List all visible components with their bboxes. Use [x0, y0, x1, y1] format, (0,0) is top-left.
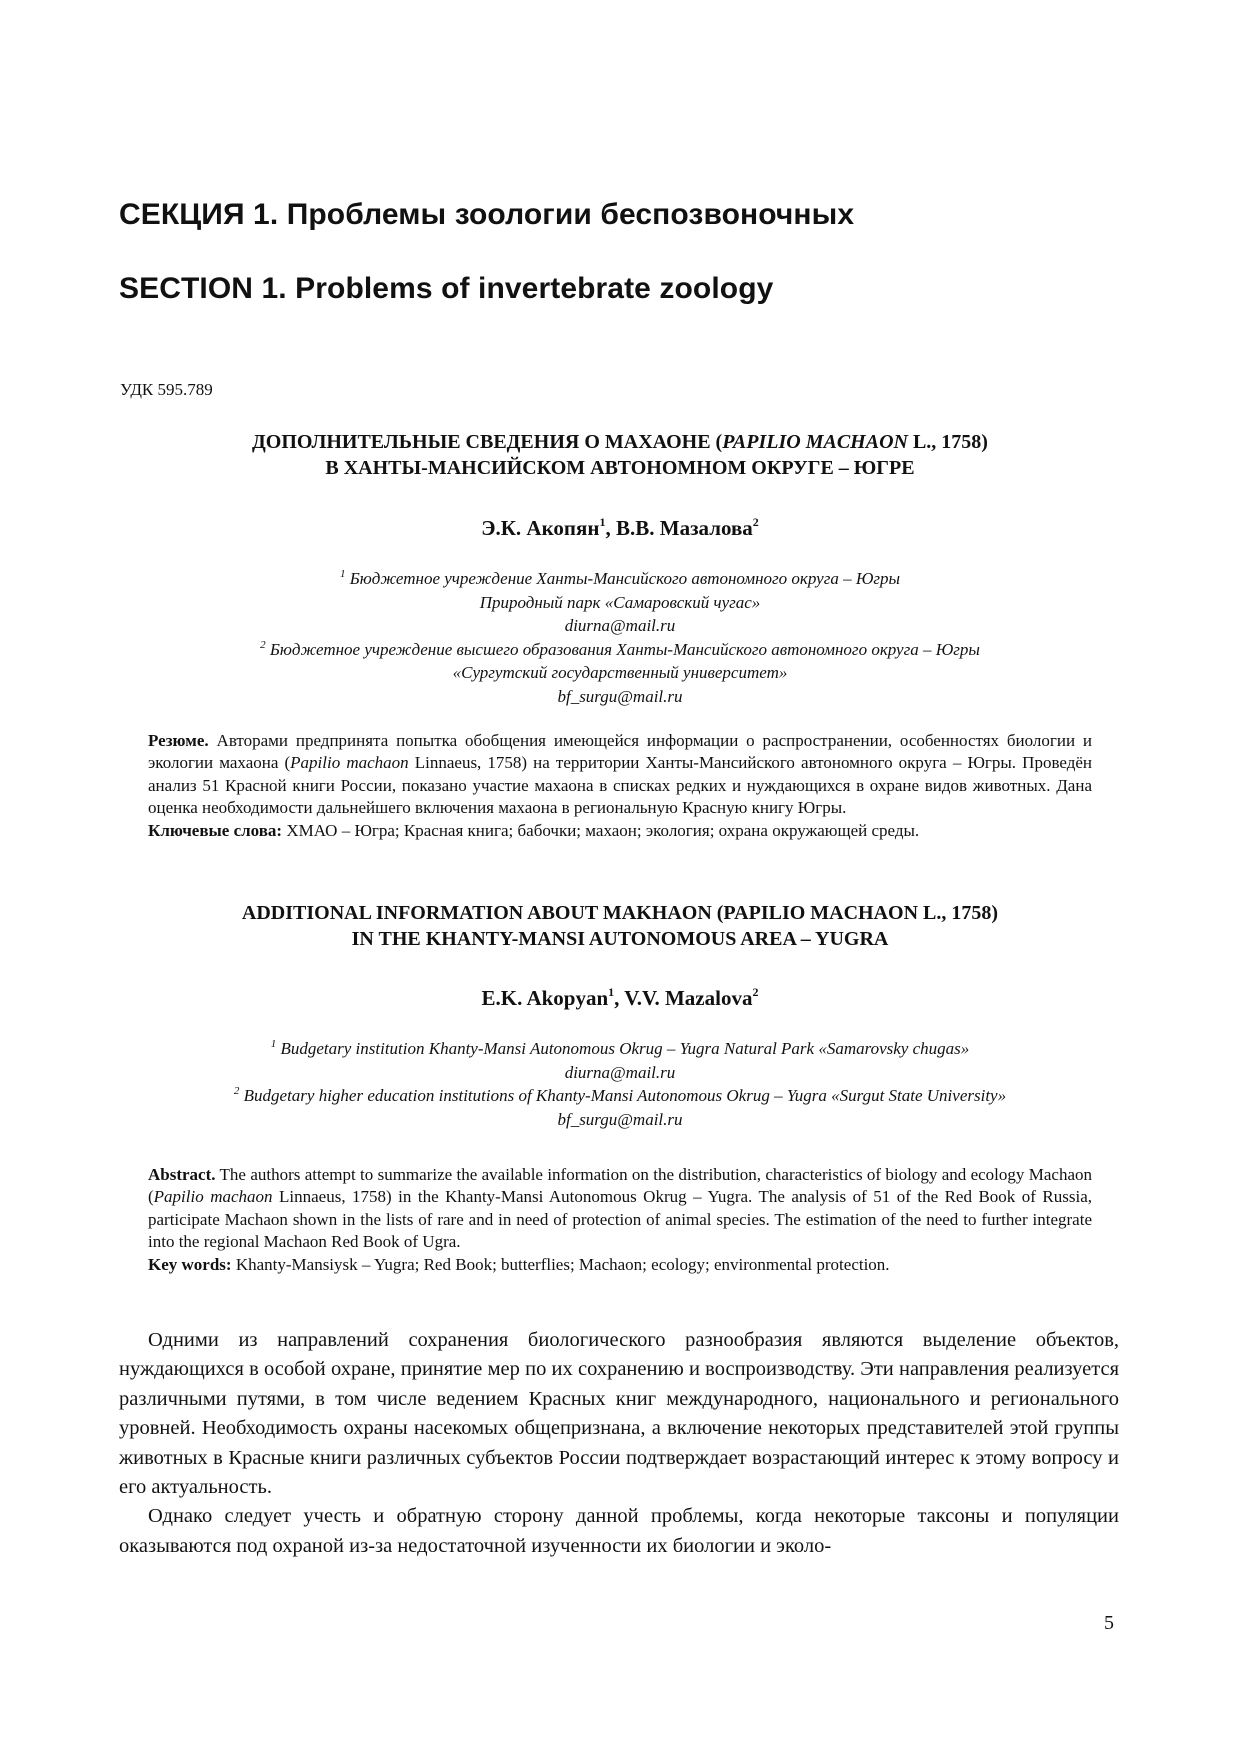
author-name: V.V. Mazalova [624, 986, 753, 1010]
author-name: Э.К. Акопян [481, 516, 600, 540]
article-title-ru-line2: В ХАНТЫ-МАНСИЙСКОМ АВТОНОМНОМ ОКРУГЕ – ЮГРЕ [325, 457, 915, 479]
email-link: diurna@mail.ru [564, 616, 676, 636]
article-title-ru-line1: ДОПОЛНИТЕЛЬНЫЕ СВЕДЕНИЯ О МАХАОНЕ (PAPILIO MACHAON L., 1758) [252, 431, 988, 453]
page-number: 5 [1104, 1612, 1114, 1634]
authors-en: E.K. Akopyan$^1$, V.V. Mazalova$^2$ [481, 985, 759, 1010]
article-title-ru [120, 429, 1120, 481]
section-heading-ru: СЕКЦИЯ 1. Проблемы зоологии беспозвоночных [119, 198, 855, 231]
section-heading-en: SECTION 1. Problems of invertebrate zoology [119, 272, 774, 305]
keywords-en: Key words: Khanty-Mansiysk – Yugra; Red Book; butterflies; Machaon; ecology; environmental protection. [148, 1254, 890, 1274]
email-link: diurna@mail.ru [564, 1062, 676, 1082]
body-paragraph: Однако следует учесть и обратную сторону данной проблемы, когда некоторые таксоны и популяции оказываются под охраной из-за недостаточной изученности их биологии и эколо- [119, 1505, 1119, 1557]
body-paragraph: Одними из направлений сохранения биологического разнообразия являются выделение объектов, нуждающихся в особой охране, принятие мер по их сохранению и воспроизводству. Эти направления реализуется различными путями, в том числе ведением Красных книг международного, национального и регионального уровней. Необходимость охраны насекомых общепризнана, а включение некоторых представителей этой группы животных в Красные книги различных субъектов России подтверждает возрастающий интерес к этому вопросу и его актуальность. [119, 1329, 1119, 1499]
author-name: E.K. Akopyan [481, 986, 609, 1010]
article-title-en: ADDITIONAL INFORMATION ABOUT MAKHAON (PAPILIO MACHAON L., 1758) IN THE KHANTY-MANSI AUTONOMOUS AREA – YUGRA [241, 902, 999, 950]
abstract-ru: Резюме. Авторами предпринята попытка обобщения имеющейся информации о распространении, особенностях биологии и экологии махаона (Papilio machaon Linnaeus, 1758) на территории Ханты-Мансийского автономного округа – Югры. Проведён анализ 51 Красной книги России, показано участие махаона в списках редких и нуждающихся в охране видов животных. Дана оценка необходимости дальнейшего включения махаона в региональную Красную книгу Югры. Ключевые слова: ХМАО – Югра; Красная книга; бабочки; махаон; экология; охрана окружающей среды. [148, 730, 1092, 842]
affiliations-ru: $^1$ Бюджетное учреждение Ханты-Мансийского автономного округа – Югры Природный парк «Самаровский чугас» diurna@mail.ru $^2$ Бюджетное учреждение высшего образования Ханты-Мансийского автономного округа – Югры «Сургутский государственный университет» bf_surgu@mail.ru [120, 567, 1120, 709]
abstract-en: Abstract. The authors attempt to summarize the available information on the distribution, characteristics of biology and ecology Machaon (Papilio machaon Linnaeus, 1758) in the Khanty-Mansi Autonomous Okrug – Yugra. The analysis of 51 of the Red Book of Russia, participate Machaon shown in the lists of rare and in need of protection of animal species. The estimation of the need to further integrate into the regional Machaon Red Book of Ugra. Key words: Khanty-Mansiysk – Yugra; Red Book; butterflies; Machaon; ecology; environmental protection. [148, 1164, 1092, 1276]
affiliations-en: $^1$ Budgetary institution Khanty-Mansi Autonomous Okrug – Yugra Natural Park «Samarovsky chugas» diurna@mail.ru $^2$ Budgetary higher education institutions of Khanty-Mansi Autonomous Okrug – Yugra «Surgut State University» bf_surgu@mail.ru [120, 1037, 1120, 1131]
authors-ru: Э.К. Акопян$^1$, В.В. Мазалова$^2$ [481, 515, 759, 540]
email-link: bf_surgu@mail.ru [557, 686, 683, 706]
email-link: bf_surgu@mail.ru [557, 1109, 683, 1129]
udc-code: УДК 595.789 [120, 380, 213, 399]
author-name: В.В. Мазалова [615, 516, 753, 540]
body-text [119, 1326, 1119, 1561]
keywords-ru: Ключевые слова: ХМАО – Югра; Красная книга; бабочки; махаон; экология; охрана окружающей среды. [148, 820, 920, 840]
